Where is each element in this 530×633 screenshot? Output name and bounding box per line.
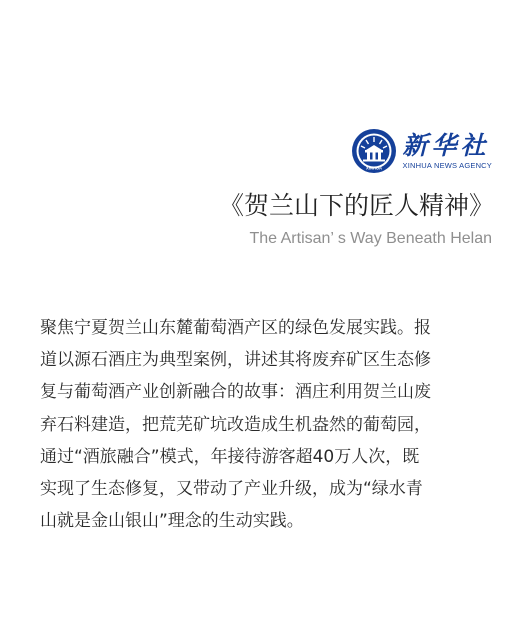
- emblem-text: XINHUA: [365, 165, 382, 171]
- brand-block: [403, 131, 492, 171]
- brand-name-en: XINHUA NEWS AGENCY: [402, 161, 492, 170]
- body-line: 道以源石酒庄为典型案例，讲述其将废弃矿区生态修: [40, 350, 431, 371]
- article-title: 《贺兰山下的匠人精神》: [218, 191, 494, 220]
- brand-name-cn: 新华社: [402, 131, 490, 160]
- body-line: 通过“酒旅融合”模式，年接待游客超40万人次，既: [40, 446, 420, 467]
- body-line: 山就是金山银山”理念的生动实践。: [40, 511, 304, 532]
- masthead: [351, 128, 492, 174]
- article-subtitle: The Artisan’ s Way Beneath Helan: [249, 230, 492, 247]
- article-body: [40, 312, 496, 537]
- body-line: 复与葡萄酒产业创新融合的故事：酒庄利用贺兰山废: [40, 382, 431, 403]
- xinhua-emblem-icon: [351, 128, 397, 174]
- body-line: 弃石料建造，把荒芜矿坑改造成生机盎然的葡萄园，: [40, 414, 431, 435]
- body-line: 实现了生态修复，又带动了产业升级，成为“绿水青: [40, 479, 423, 500]
- body-line: 聚焦宁夏贺兰山东麓葡萄酒产区的绿色发展实践。报: [40, 318, 431, 338]
